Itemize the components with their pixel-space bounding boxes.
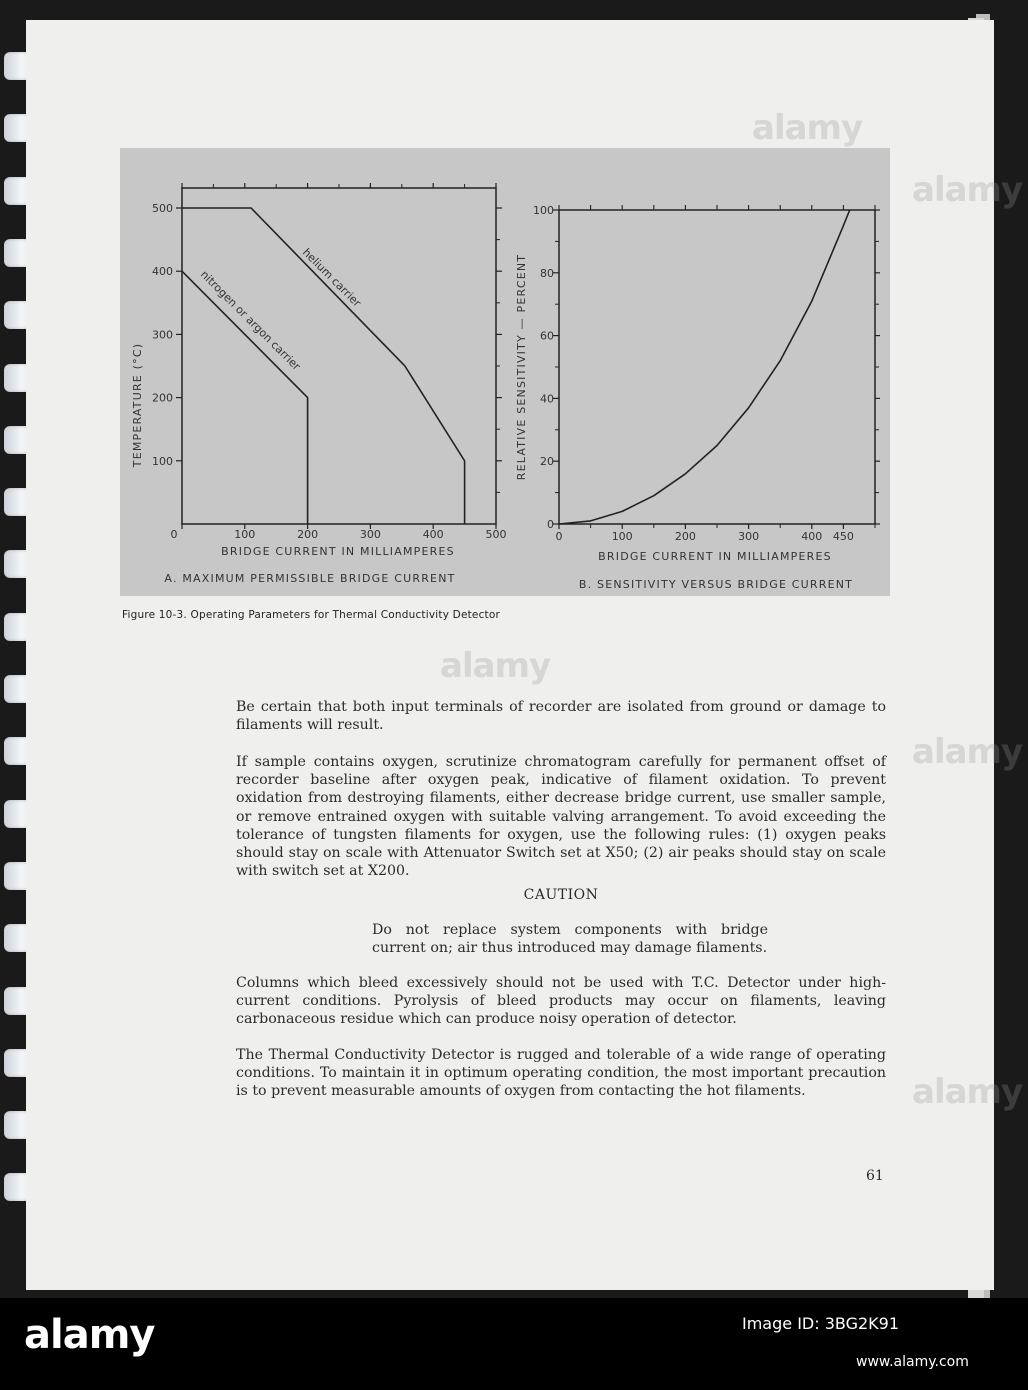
chart-a-xtick-label: 0 xyxy=(170,528,178,541)
chart-a-ytick-label: 400 xyxy=(152,265,173,279)
figure-caption: Figure 10-3. Operating Parameters for Thermal Conductivity Detector xyxy=(122,609,501,621)
chart-b-xtick-label: 400 xyxy=(801,530,823,543)
site-url: www.alamy.com xyxy=(856,1354,969,1370)
chart-b-ytick-label: 0 xyxy=(547,518,554,531)
chart-b xyxy=(515,204,880,591)
chart-a-xtick-label: 500 xyxy=(485,528,507,541)
paragraph-4: The Thermal Conductivity Detector is rugged and tolerable of a wide range of operating conditions. To maintain it in optimum operating condition, the most important precaution is to prevent measurable amounts of oxygen from contacting the hot filaments. xyxy=(236,1047,886,1100)
watermark-logo: alamy xyxy=(912,732,1023,772)
chart-a-xtick-label: 100 xyxy=(234,528,256,541)
watermark-logo: alamy xyxy=(440,646,551,686)
page-number: 61 xyxy=(866,1168,884,1184)
chart-b-ytick-label: 40 xyxy=(540,392,554,406)
chart-a-series xyxy=(182,208,465,524)
chart-a-xtick-label: 200 xyxy=(297,528,319,541)
chart-b-xtick-label: 300 xyxy=(738,530,760,543)
chart-b-subtitle: B. SENSITIVITY VERSUS BRIDGE CURRENT xyxy=(578,578,854,591)
chart-b-labels xyxy=(533,204,854,543)
chart-a xyxy=(131,183,507,585)
chart-a-ytick-label: 200 xyxy=(152,391,173,405)
chart-b-series xyxy=(559,210,850,524)
chart-b-ytick-label: 80 xyxy=(540,266,554,280)
figure-panel xyxy=(120,148,890,596)
helium-carrier-line xyxy=(182,208,465,524)
chart-b-xtick-label: 200 xyxy=(674,530,696,543)
chart-b-ytick-label: 100 xyxy=(533,204,554,217)
chart-b-ytick-label: 60 xyxy=(540,329,554,343)
image-id-label: Image ID: 3BG2K91 xyxy=(742,1314,900,1333)
figure-svg xyxy=(120,148,890,596)
paragraph-1: Be certain that both input terminals of recorder are isolated from ground or damage to filaments will result. xyxy=(236,699,886,734)
chart-b-frame xyxy=(559,210,875,524)
alamy-logo: alamy xyxy=(24,1312,155,1358)
chart-a-xlabel: BRIDGE CURRENT IN MILLIAMPERES xyxy=(221,545,455,558)
chart-a-ytick-label: 500 xyxy=(152,202,173,215)
chart-b-xlabel: BRIDGE CURRENT IN MILLIAMPERES xyxy=(598,550,832,563)
chart-a-subtitle: A. MAXIMUM PERMISSIBLE BRIDGE CURRENT xyxy=(164,572,456,585)
chart-a-ticks xyxy=(176,183,502,529)
chart-a-xtick-label: 400 xyxy=(422,528,444,541)
sensitivity-curve xyxy=(559,210,850,524)
watermark-logo: alamy xyxy=(912,170,1023,210)
chart-b-ylabel: RELATIVE SENSITIVITY — PERCENT xyxy=(515,253,528,481)
chart-b-xtick-label: 450 xyxy=(832,530,854,543)
chart-a-ytick-label: 300 xyxy=(152,328,173,342)
chart-a-ylabel: TEMPERATURE (°C) xyxy=(131,342,144,468)
watermark-logo: alamy xyxy=(912,1072,1023,1112)
watermark-logo: alamy xyxy=(752,108,863,148)
paragraph-3: Columns which bleed excessively should not be used with T.C. Detector under high-current conditions. Pyrolysis of bleed products may occur on filaments, leaving carbonaceous residue which can produce noisy operation of detector. xyxy=(236,975,886,1028)
paragraph-2: If sample contains oxygen, scrutinize chromatogram carefully for permanent offset of recorder baseline after oxygen peak, indicative of filament oxidation. To prevent oxidation from destroying filaments, either decrease bridge current, use smaller sample, or remove entrained oxygen with suitable valving arrangement. To avoid exceeding the tolerance of tungsten filaments for oxygen, use the following rules: (1) oxygen peaks should stay on scale with Attenuator Switch set at X50; (2) air peaks should stay on scale with switch set at X200. xyxy=(236,754,886,880)
chart-a-xtick-label: 300 xyxy=(359,528,381,541)
chart-b-ytick-label: 20 xyxy=(540,455,554,469)
chart-a-ytick-label: 100 xyxy=(152,454,173,468)
caution-body: Do not replace system components with bridge current on; air thus introduced may damage filaments. xyxy=(372,922,768,957)
chart-b-xtick-label: 100 xyxy=(611,530,633,543)
caution-heading: CAUTION xyxy=(523,887,599,903)
helium-carrier-label: helium carrier xyxy=(299,245,364,310)
nitrogen-argon-carrier-label: nitrogen or argon carrier xyxy=(197,267,303,373)
chart-b-xtick-label: 0 xyxy=(555,530,563,543)
chart-a-frame xyxy=(182,188,496,524)
chart-a-labels xyxy=(152,202,507,541)
